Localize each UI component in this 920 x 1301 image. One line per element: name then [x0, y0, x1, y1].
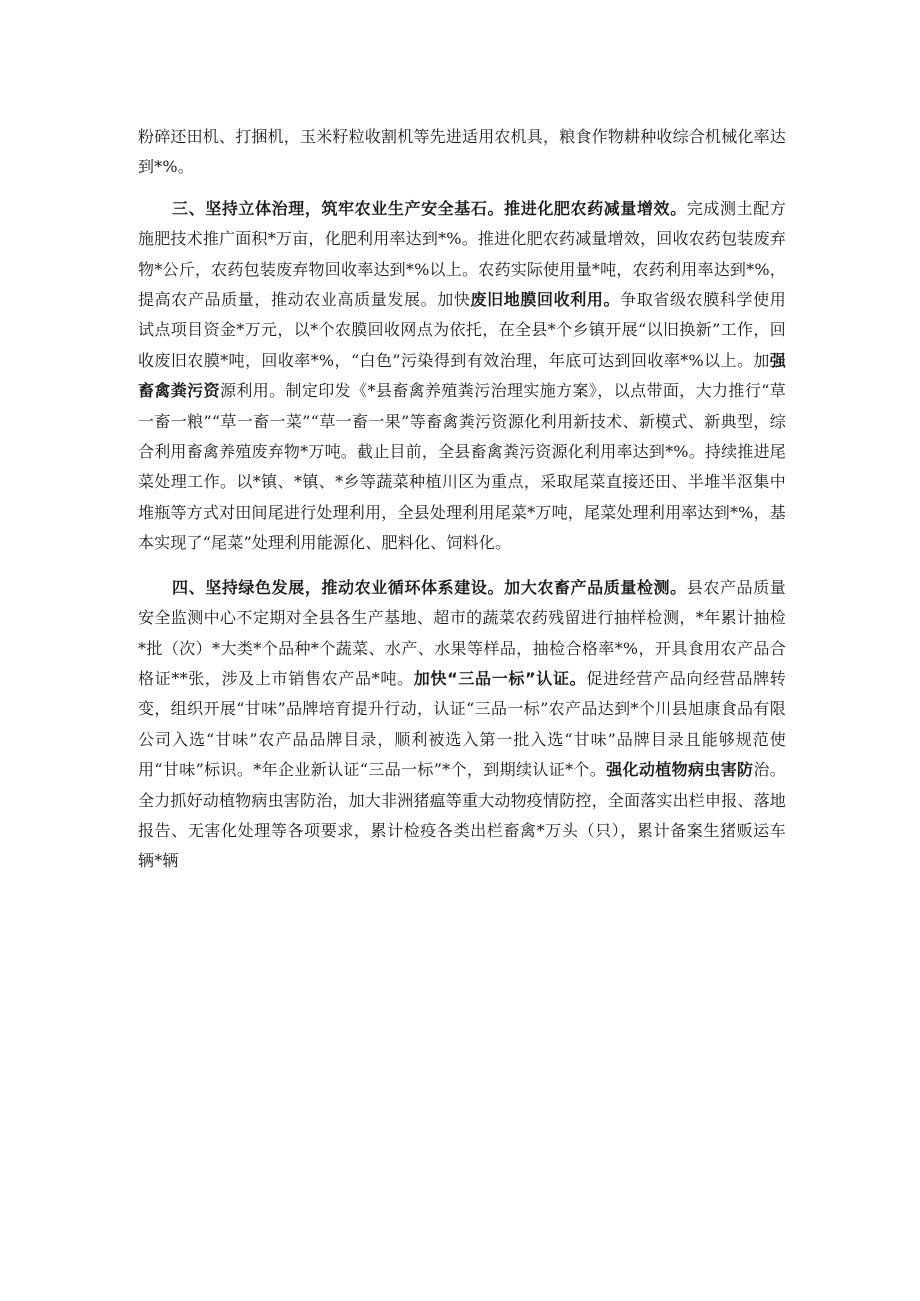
bold-phrase-manure: 强畜禽粪污资 [138, 350, 786, 401]
section-three-heading: 三、坚持立体治理，筑牢农业生产安全基石。推进化肥农药减量增效。 [172, 198, 687, 218]
section-four-heading: 四、坚持绿色发展，推动农业循环体系建设。加大农畜产品质量检测。 [172, 577, 687, 597]
bold-phrase-disease-control: 强化动植物病虫害防 [606, 760, 754, 780]
paragraph-text: 源利用。制定印发《*县畜禽养殖粪污治理实施方案》，以点带面，大力推行“草一畜一粮”“草一畜一菜”“草一畜一果”等畜禽粪污资源化利用新技术、新模式、新典型，综合利用畜禽养殖废弃物*万吨。截止目前，全县畜禽粪污资源化利用率达到*%。持续推进尾菜处理工作。以*镇、*镇、*乡等蔬菜种植川区为重点，采取尾菜直接还田、半堆半沤集中堆瓶等方式对田间尾进行处理利用，全县处理利用尾菜*万吨，尾菜处理利用率达到*%，基本实现了“尾菜”处理利用能源化、肥料化、饲料化。 [138, 381, 786, 553]
paragraph-section-three [138, 194, 786, 559]
bold-phrase-certification: 加快“三品一标”认证。 [413, 668, 587, 688]
paragraph-text: 促进经营产品向经营品牌转变，组织开展“甘味”品牌培育提升行动，认证“三品一标”农产品达到*个川县旭康食品有限公司入选“甘味”农产品品牌目录，顺利被选入第一批入选“甘味”品牌目录且能够规范使用“甘味”标识。*年企业新认证“三品一标”*个，到期续认证*个。 [138, 668, 787, 780]
document-page [138, 122, 786, 877]
paragraph-text: 争取省级农膜科学使用试点项目资金*万元，以*个农膜回收网点为依托，在全县*个乡镇开展“以旧换新”工作，回收废旧农膜*吨，回收率*%，“白色”污染得到有效治理，年底可达到回收率*%以上。加 [138, 290, 786, 370]
paragraph-text: 治。全力抓好动植物病虫害防治，加大非洲猪瘟等重大动物疫情防控，全面落实出栏申报、落地报告、无害化处理等各项要求，累计检疫各类出栏畜禽*万头（只），累计备案生猪贩运车辆*辆 [138, 760, 787, 871]
paragraph-text: 完成测土配方施肥技术推广面积*万亩，化肥利用率达到*%。推进化肥农药减量增效，回收农药包装废弃物*公斤，农药包装废弃物回收率达到*%以上。农药实际使用量*吨，农药利用率达到*%，提高农产品质量，推动农业高质量发展。加快 [138, 198, 787, 310]
paragraph-text: 县农产品质量安全监测中心不定期对全县各生产基地、超市的蔬菜农药残留进行抽样检测，*年累计抽检*批（次）*大类*个品种*个蔬菜、水产、水果等样品，抽检合格率*%，开具食用农产品合格证**张，涉及上市销售农产品*吨。 [138, 577, 787, 688]
bold-phrase-film-recycling: 废旧地膜回收利用。 [470, 290, 621, 310]
paragraph-section-four [138, 573, 786, 877]
paragraph-continued [138, 122, 786, 183]
paragraph-text: 粉碎还田机、打捆机，玉米籽粒收割机等先进适用农机具，粮食作物耕种收综合机械化率达到*%。 [138, 127, 787, 177]
